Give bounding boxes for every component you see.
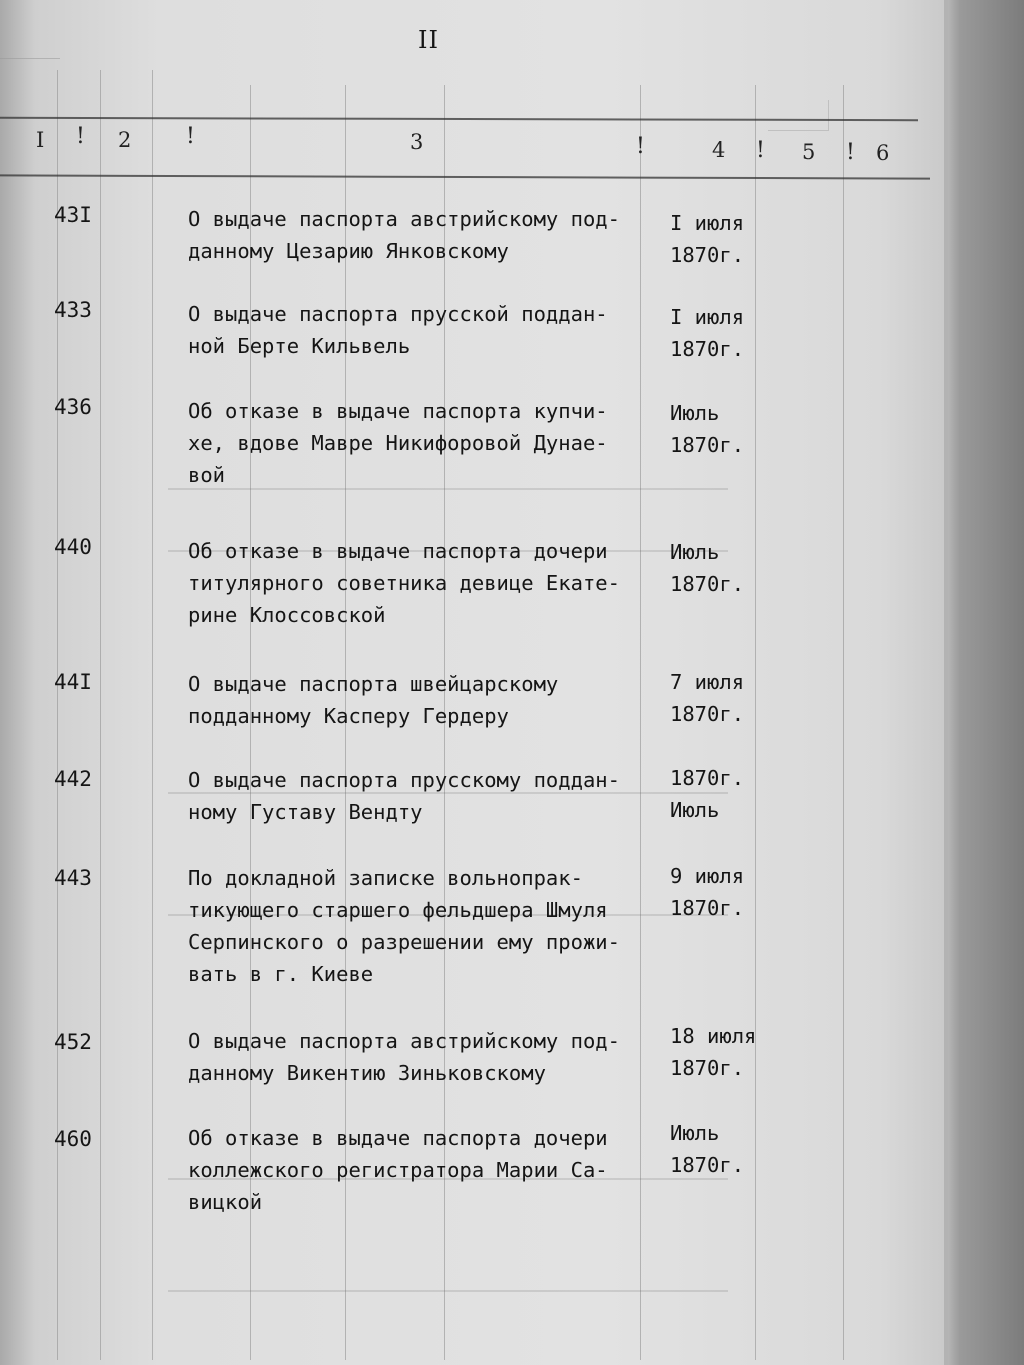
- row-number: 440: [54, 535, 92, 559]
- page-number: II: [418, 26, 439, 54]
- row-title: О выдаче паспорта прусской поддан- ной Берте Кильвель: [188, 302, 608, 358]
- column-rule-3: [152, 70, 153, 1360]
- row-title: О выдаче паспорта австрийскому под- данному Викентию Зиньковскому: [188, 1029, 620, 1085]
- column-separator: !: [76, 124, 85, 149]
- row-number: 433: [54, 298, 92, 322]
- row-number: 442: [54, 767, 92, 791]
- row-number: 443: [54, 866, 92, 890]
- row-number: 43I: [54, 203, 92, 227]
- row-number: 452: [54, 1030, 92, 1054]
- row-date: I июля 1870г.: [670, 211, 745, 267]
- header-bottom-rule: [0, 174, 930, 179]
- row-number: 436: [54, 395, 92, 419]
- row-number: 460: [54, 1127, 92, 1151]
- row-title: О выдаче паспорта швейцарскому подданному Касперу Гердеру: [188, 672, 559, 728]
- column-separator: !: [846, 140, 855, 165]
- row-date: Июль 1870г.: [670, 401, 745, 457]
- column-number-4: 4: [712, 138, 726, 162]
- row-date: I июля 1870г.: [670, 305, 745, 361]
- column-number-1: I: [36, 128, 45, 152]
- row-date: Июль 1870г.: [670, 540, 745, 596]
- column-rule-1: [57, 70, 58, 1360]
- row-date: 1870г. Июль: [670, 766, 745, 822]
- column-separator: !: [186, 124, 195, 149]
- header-bleed-2: [768, 100, 829, 131]
- row-date: Июль 1870г.: [670, 1121, 745, 1177]
- page-edge: [944, 0, 948, 1365]
- row-date: 9 июля 1870г.: [670, 864, 745, 920]
- row-date: 7 июля 1870г.: [670, 670, 745, 726]
- row-title: Об отказе в выдаче паспорта купчи- хе, вдове Мавре Никифоровой Дунае- вой: [188, 399, 608, 487]
- row-title: Об отказе в выдаче паспорта дочери коллежского регистратора Марии Са- вицкой: [188, 1126, 608, 1214]
- row-date: 18 июля 1870г.: [670, 1024, 757, 1080]
- row-number: 44I: [54, 670, 92, 694]
- column-number-2: 2: [118, 128, 132, 152]
- column-rule-2: [100, 70, 101, 1360]
- row-title: О выдаче паспорта австрийскому под- данному Цезарию Янковскому: [188, 207, 620, 263]
- row-title: Об отказе в выдаче паспорта дочери титулярного советника девице Екате- рине Клоссовской: [188, 539, 620, 627]
- column-separator: !: [636, 134, 645, 159]
- column-number-3: 3: [410, 130, 424, 154]
- row-title: По докладной записке вольнопрак- тикующего старшего фельдшера Шмуля Серпинского о разрешении ему прожи- вать в г. Киеве: [188, 866, 620, 986]
- column-rule-9: [843, 85, 844, 1360]
- column-rule-8: [755, 85, 756, 1360]
- header-bleed-1: [0, 50, 60, 59]
- column-separator: !: [756, 138, 765, 163]
- column-number-6: 6: [876, 141, 890, 165]
- column-number-5: 5: [802, 140, 816, 164]
- row-title: О выдаче паспорта прусскому поддан- ному Густаву Вендту: [188, 768, 620, 824]
